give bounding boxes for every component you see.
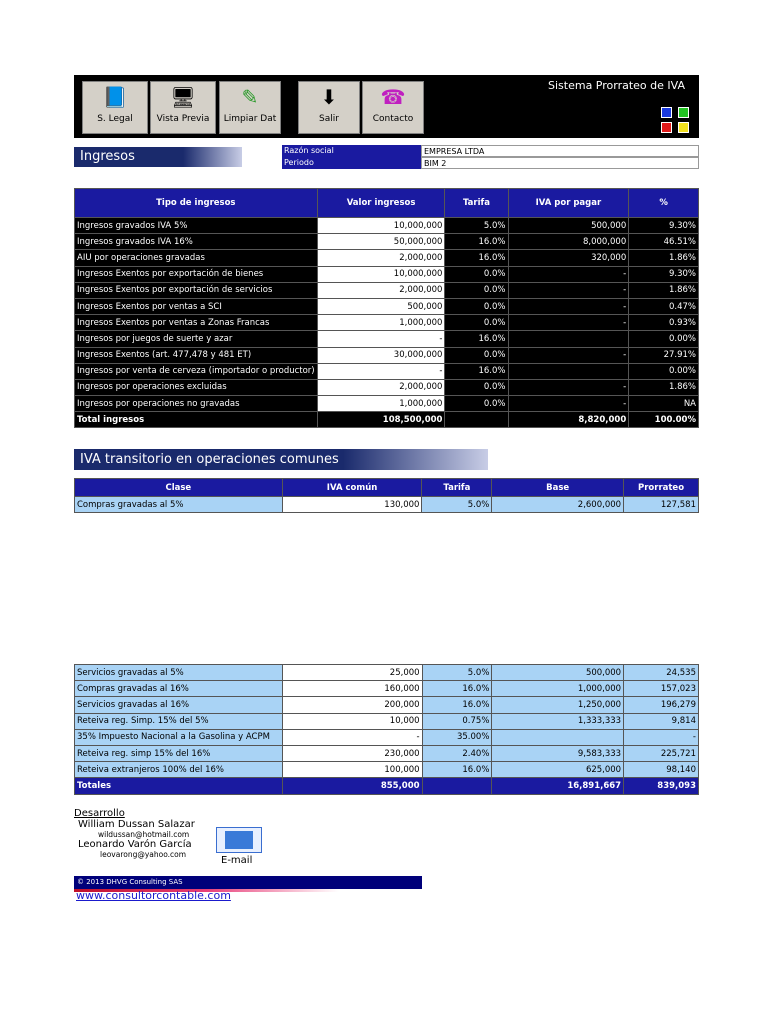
total-tarifa xyxy=(445,412,508,428)
eraser-icon: ✎ xyxy=(241,85,259,109)
cell: 1.86% xyxy=(629,282,699,298)
developer-email-2[interactable]: leovarong@yahoo.com xyxy=(100,850,187,859)
totales-iva: 855,000 xyxy=(282,778,422,794)
cell: 16.0% xyxy=(445,250,508,266)
cell[interactable]: 230,000 xyxy=(282,745,422,761)
cell: Ingresos por operaciones excluidas xyxy=(75,379,318,395)
cell[interactable]: 130,000 xyxy=(282,497,422,513)
cell: Servicios gravadas al 5% xyxy=(75,665,283,681)
cell: - xyxy=(508,266,629,282)
cell: 0.00% xyxy=(629,331,699,347)
totales-prorrateo: 839,093 xyxy=(624,778,699,794)
cell: Ingresos por venta de cerveza (importador o productor) xyxy=(75,363,318,379)
cell: 16.0% xyxy=(445,331,508,347)
cell: 98,140 xyxy=(624,762,699,778)
cell: 46.51% xyxy=(629,234,699,250)
cell[interactable]: 30,000,000 xyxy=(317,347,445,363)
totales-label: Totales xyxy=(75,778,283,794)
cell: Ingresos por operaciones no gravadas xyxy=(75,396,318,412)
envelope-icon xyxy=(225,831,253,849)
book-icon: 📘 xyxy=(102,85,128,109)
cell: 9,583,333 xyxy=(492,745,624,761)
color-square-green[interactable] xyxy=(678,107,689,118)
developer-name-2: Leonardo Varón García xyxy=(78,839,192,850)
cell[interactable]: 10,000,000 xyxy=(317,266,445,282)
cell[interactable]: 1,000,000 xyxy=(317,396,445,412)
table-row xyxy=(75,234,699,250)
col-header: Tarifa xyxy=(422,479,492,497)
total-row xyxy=(75,412,699,428)
cell: - xyxy=(508,282,629,298)
cell[interactable]: 500,000 xyxy=(317,298,445,314)
col-header: IVA por pagar xyxy=(508,189,629,218)
cell xyxy=(508,363,629,379)
totales-base: 16,891,667 xyxy=(492,778,624,794)
table-row xyxy=(75,665,699,681)
total-valor: 108,500,000 xyxy=(317,412,445,428)
table-row xyxy=(75,347,699,363)
cell[interactable]: - xyxy=(282,729,422,745)
table-row xyxy=(75,218,699,234)
cell: Ingresos Exentos por ventas a Zonas Francas xyxy=(75,315,318,331)
cell: 0.00% xyxy=(629,363,699,379)
cell xyxy=(492,729,624,745)
cell[interactable]: 50,000,000 xyxy=(317,234,445,250)
cell: 1,333,333 xyxy=(492,713,624,729)
email-button[interactable] xyxy=(216,827,262,853)
cell: 0.0% xyxy=(445,347,508,363)
iva-table-bottom xyxy=(74,664,699,795)
limpiar-datos-button[interactable]: ✎ Limpiar Dat xyxy=(219,81,281,134)
color-square-red[interactable] xyxy=(661,122,672,133)
cell: 5.0% xyxy=(445,218,508,234)
table-row xyxy=(75,379,699,395)
col-header: Tarifa xyxy=(445,189,508,218)
cell: Servicios gravadas al 16% xyxy=(75,697,283,713)
table-row xyxy=(75,762,699,778)
iva-table-top xyxy=(74,478,699,513)
cell: 35.00% xyxy=(422,729,492,745)
cell[interactable]: - xyxy=(317,363,445,379)
footer-copyright: © 2013 DHVG Consulting SAS xyxy=(74,876,422,889)
cell[interactable]: 10,000 xyxy=(282,713,422,729)
cell: Ingresos Exentos por ventas a SCI xyxy=(75,298,318,314)
cell[interactable]: - xyxy=(317,331,445,347)
system-title: Sistema Prorrateo de IVA xyxy=(548,79,685,92)
cell: 1.86% xyxy=(629,250,699,266)
cell: 16.0% xyxy=(422,762,492,778)
cell: 16.0% xyxy=(422,681,492,697)
razon-social-label: Razón social xyxy=(282,145,421,157)
s-legal-button[interactable]: 📘 S. Legal xyxy=(82,81,148,134)
cell: Reteiva extranjeros 100% del 16% xyxy=(75,762,283,778)
cell: Ingresos Exentos por exportación de servicios xyxy=(75,282,318,298)
cell: 225,721 xyxy=(624,745,699,761)
credits xyxy=(74,808,195,859)
table-row xyxy=(75,713,699,729)
cell: 9.30% xyxy=(629,266,699,282)
table-row xyxy=(75,363,699,379)
developer-name-1: William Dussan Salazar xyxy=(78,819,195,830)
table-row xyxy=(75,250,699,266)
table-row xyxy=(75,282,699,298)
developer-email-1[interactable]: wildussan@hotmail.com xyxy=(98,830,190,839)
cell: 8,000,000 xyxy=(508,234,629,250)
cell: 0.47% xyxy=(629,298,699,314)
col-header: Prorrateo xyxy=(624,479,699,497)
table-row xyxy=(75,697,699,713)
cell: 320,000 xyxy=(508,250,629,266)
cell[interactable]: 2,000,000 xyxy=(317,379,445,395)
preview-icon: 🖥 xyxy=(170,85,196,109)
totales-row xyxy=(75,778,699,794)
phone-icon: ☎ xyxy=(380,85,406,109)
cell: 0.75% xyxy=(422,713,492,729)
cell: - xyxy=(624,729,699,745)
totales-tarifa xyxy=(422,778,492,794)
cell: 16.0% xyxy=(422,697,492,713)
cell: 0.0% xyxy=(445,396,508,412)
cell: 5.0% xyxy=(422,665,492,681)
table-row xyxy=(75,396,699,412)
cell: 16.0% xyxy=(445,363,508,379)
salir-button[interactable]: ⬇ Salir xyxy=(298,81,360,134)
cell: - xyxy=(508,347,629,363)
table-row xyxy=(75,497,699,513)
table-row xyxy=(75,266,699,282)
total-iva: 8,820,000 xyxy=(508,412,629,428)
total-label: Total ingresos xyxy=(75,412,318,428)
color-square-blue[interactable] xyxy=(661,107,672,118)
col-header: % xyxy=(629,189,699,218)
cell: Ingresos gravados IVA 5% xyxy=(75,218,318,234)
cell: 2.40% xyxy=(422,745,492,761)
cell: Compras gravadas al 16% xyxy=(75,681,283,697)
cell: Reteiva reg. simp 15% del 16% xyxy=(75,745,283,761)
cell: Compras gravadas al 5% xyxy=(75,497,283,513)
table-row xyxy=(75,745,699,761)
cell: 27.91% xyxy=(629,347,699,363)
total-pct: 100.00% xyxy=(629,412,699,428)
periodo-value[interactable]: BIM 2 xyxy=(421,157,699,169)
credits-heading: Desarrollo xyxy=(74,808,125,819)
cell: - xyxy=(508,379,629,395)
cell[interactable]: 1,000,000 xyxy=(317,315,445,331)
cell: 0.0% xyxy=(445,298,508,314)
exit-arrow-icon: ⬇ xyxy=(320,85,338,109)
vista-previa-button[interactable]: 🖥 Vista Previa xyxy=(150,81,216,134)
col-header: Clase xyxy=(75,479,283,497)
cell: Ingresos gravados IVA 16% xyxy=(75,234,318,250)
cell: 5.0% xyxy=(422,497,492,513)
table-row xyxy=(75,315,699,331)
cell: 9,814 xyxy=(624,713,699,729)
cell: 24,535 xyxy=(624,665,699,681)
col-header: Base xyxy=(492,479,624,497)
contacto-button[interactable]: ☎ Contacto xyxy=(362,81,424,134)
cell: NA xyxy=(629,396,699,412)
cell: 16.0% xyxy=(445,234,508,250)
cell: 1,250,000 xyxy=(492,697,624,713)
table-row xyxy=(75,681,699,697)
cell: 2,600,000 xyxy=(492,497,624,513)
cell: Ingresos Exentos (art. 477,478 y 481 ET) xyxy=(75,347,318,363)
cell xyxy=(508,331,629,347)
col-header: IVA común xyxy=(282,479,422,497)
cell: 196,279 xyxy=(624,697,699,713)
col-header: Tipo de ingresos xyxy=(75,189,318,218)
cell: - xyxy=(508,396,629,412)
cell[interactable]: 25,000 xyxy=(282,665,422,681)
cell: 0.0% xyxy=(445,315,508,331)
table-row xyxy=(75,298,699,314)
table-row xyxy=(75,729,699,745)
color-square-yellow[interactable] xyxy=(678,122,689,133)
cell: 157,023 xyxy=(624,681,699,697)
cell: 35% Impuesto Nacional a la Gasolina y ACPM xyxy=(75,729,283,745)
ingresos-table xyxy=(74,188,699,428)
cell: Reteiva reg. Simp. 15% del 5% xyxy=(75,713,283,729)
cell[interactable]: 200,000 xyxy=(282,697,422,713)
cell[interactable]: 100,000 xyxy=(282,762,422,778)
col-header: Valor ingresos xyxy=(317,189,445,218)
cell: 0.93% xyxy=(629,315,699,331)
cell: 0.0% xyxy=(445,282,508,298)
cell[interactable]: 2,000,000 xyxy=(317,250,445,266)
cell: 500,000 xyxy=(508,218,629,234)
cell: 0.0% xyxy=(445,266,508,282)
cell: 127,581 xyxy=(624,497,699,513)
cell: AIU por operaciones gravadas xyxy=(75,250,318,266)
cell[interactable]: 10,000,000 xyxy=(317,218,445,234)
razon-social-value[interactable]: EMPRESA LTDA xyxy=(421,145,699,157)
cell: Ingresos por juegos de suerte y azar xyxy=(75,331,318,347)
cell: - xyxy=(508,315,629,331)
periodo-label: Periodo xyxy=(282,157,421,169)
cell[interactable]: 2,000,000 xyxy=(317,282,445,298)
cell: 625,000 xyxy=(492,762,624,778)
cell: Ingresos Exentos por exportación de bienes xyxy=(75,266,318,282)
website-link[interactable]: www.consultorcontable.com xyxy=(76,889,231,902)
cell: 0.0% xyxy=(445,379,508,395)
email-label[interactable]: E-mail xyxy=(221,855,253,866)
cell: 1.86% xyxy=(629,379,699,395)
cell[interactable]: 160,000 xyxy=(282,681,422,697)
ingresos-title: Ingresos xyxy=(74,147,242,167)
iva-title: IVA transitorio en operaciones comunes xyxy=(74,449,488,470)
cell: - xyxy=(508,298,629,314)
cell: 9.30% xyxy=(629,218,699,234)
cell: 1,000,000 xyxy=(492,681,624,697)
table-row xyxy=(75,331,699,347)
cell: 500,000 xyxy=(492,665,624,681)
